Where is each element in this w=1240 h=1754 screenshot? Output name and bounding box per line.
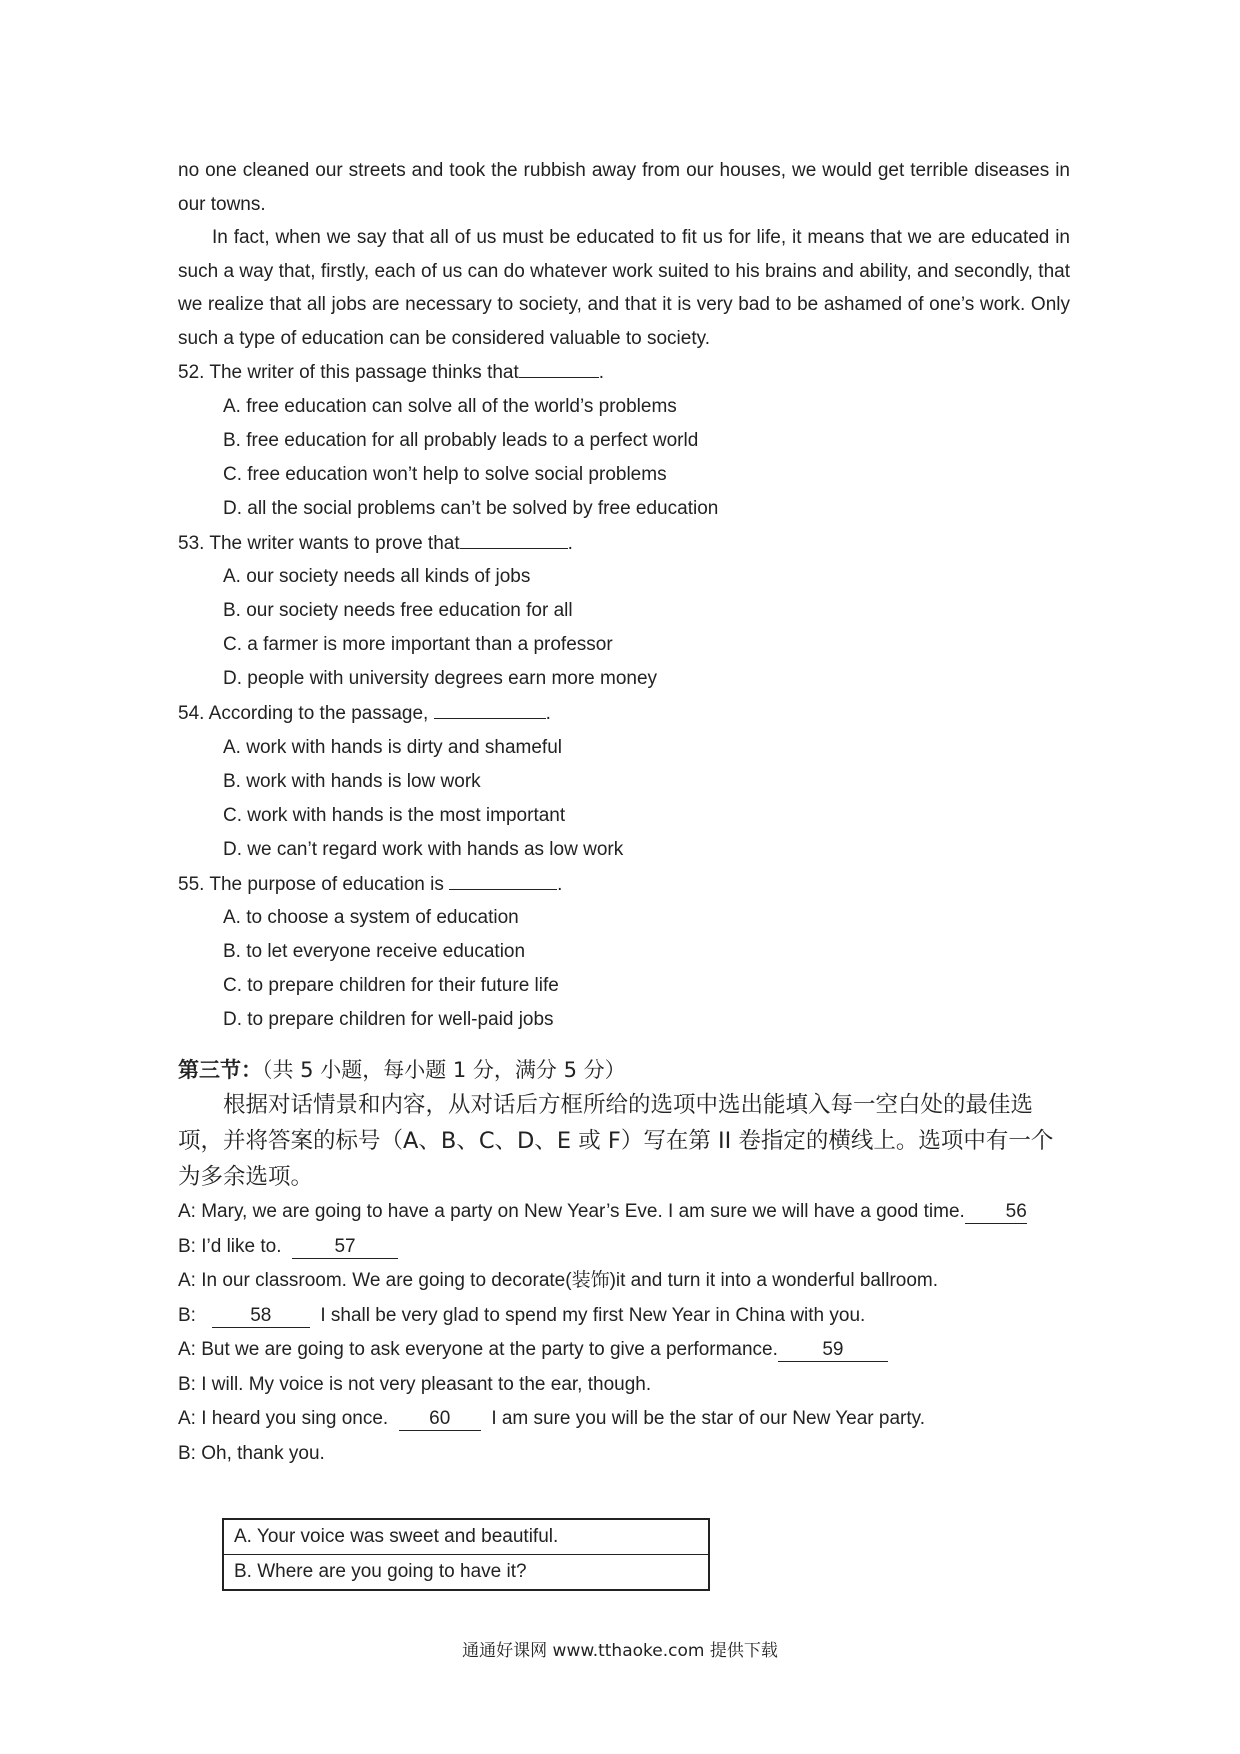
option: D. to prepare children for well-paid jobs [223,1009,554,1030]
section-instruction: 根据对话情景和内容，从对话后方框所给的选项中选出能填入每一空白处的最佳选项，并将答案的标号（A、B、C、D、E 或 F）写在第 II 卷指定的横线上。选项中有一个为多余选项。 [178,1092,1054,1190]
option: D. all the social problems can’t be solved by free education [223,497,719,519]
box-option: A. Your voice was sweet and beautiful. [234,1526,559,1547]
question-stem: 54. According to the passage, [178,703,429,724]
option: C. to prepare children for their future life [223,975,559,996]
answer-blank: 59 [778,1339,888,1362]
option: B. our society needs free education for all [223,600,573,621]
page-footer: 通通好课网 www.tthaoke.com 提供下载 [462,1641,778,1661]
dialogue-line: B: 58 I shall be very glad to spend my first New Year in China with you. [178,1304,866,1326]
dialogue-line: B: I’d like to. 57 [178,1230,1070,1265]
option: B. free education for all probably leads to a perfect world [223,429,699,451]
section-subtitle: （共 5 小题，每小题 1 分，满分 5 分） [262,1058,626,1082]
dialogue-line: A: But we are going to ask everyone at the party to give a performance. 59 [178,1333,1070,1368]
question-stem: 55. The purpose of education is [178,873,444,895]
question-53: 53. The writer wants to prove that . A. our society needs all kinds of jobs B. our society needs free education for all C. a farmer is more important than a professor D. people with university degrees earn more money [178,526,1070,697]
passage-paragraph-end: no one cleaned our streets and took the rubbish away from our houses, we would get terrible diseases in our towns. [178,160,1070,215]
question-54: 54. According to the passage, . A. work with hands is dirty and shameful B. work with hands is low work C. work with hands is the most important D. we can’t regard work with hands as low work [178,696,1070,867]
option: D. people with university degrees earn more money [223,668,658,689]
question-stem: 53. The writer wants to prove that [178,532,460,554]
option: C. a farmer is more important than a professor [223,634,613,655]
question-52: 52. The writer of this passage thinks that . A. free education can solve all of the world’s problems B. free education for all probably leads to a perfect world C. free education won’t help to solve social problems D. all the social problems can’t be solved by free education [178,355,1070,526]
box-option: B. Where are you going to have it? [224,1554,708,1589]
answer-blank [519,355,599,378]
section-heading [178,1053,1070,1087]
section-title: 第三节： [178,1058,262,1082]
option: A. free education can solve all of the world’s problems [223,395,677,417]
question-55: 55. The purpose of education is . A. to choose a system of education B. to let everyone receive education C. to prepare children for their future life D. to prepare children for well-paid jobs [178,867,1070,1038]
dialogue [178,1195,1070,1471]
dialogue-line: A: Mary, we are going to have a party on New Year’s Eve. I am sure we will have a good time. 56 [178,1201,1027,1222]
dialogue-line: A: I heard you sing once. 60 I am sure you will be the star of our New Year party. [178,1408,926,1429]
options-box [222,1518,710,1591]
dialogue-line: B: I will. My voice is not very pleasant to the ear, though. [178,1373,652,1395]
answer-blank: 56 [965,1201,1027,1224]
dialogue-line: A: In our classroom. We are going to decorate(装饰)it and turn it into a wonderful ballroom. [178,1270,939,1291]
question-stem: 52. The writer of this passage thinks that [178,362,519,383]
answer-blank [449,867,557,890]
option: A. work with hands is dirty and shameful [223,736,562,758]
option: A. to choose a system of education [223,907,519,928]
option: C. free education won’t help to solve social problems [223,463,667,485]
option: D. we can’t regard work with hands as low work [223,838,624,860]
option: B. work with hands is low work [223,770,481,792]
answer-blank [460,526,568,549]
dialogue-line: B: Oh, thank you. [178,1442,325,1464]
option: A. our society needs all kinds of jobs [223,566,531,587]
answer-blank: 58 [212,1305,310,1328]
passage-paragraph: In fact, when we say that all of us must be educated to fit us for life, it means that we are educated in such a way that, firstly, each of us can do whatever work suited to his brains and ability, and secondly, that we realize that all jobs are necessary to society, and that it is very bad to be ashamed of one’s work. Only such a type of education can be considered valuable to society. [178,227,1070,349]
option: C. work with hands is the most important [223,804,566,826]
option: B. to let everyone receive education [223,941,526,962]
answer-blank: 57 [292,1236,398,1259]
exam-page [178,154,1070,1471]
answer-blank: 60 [399,1408,481,1431]
answer-blank [434,696,546,719]
